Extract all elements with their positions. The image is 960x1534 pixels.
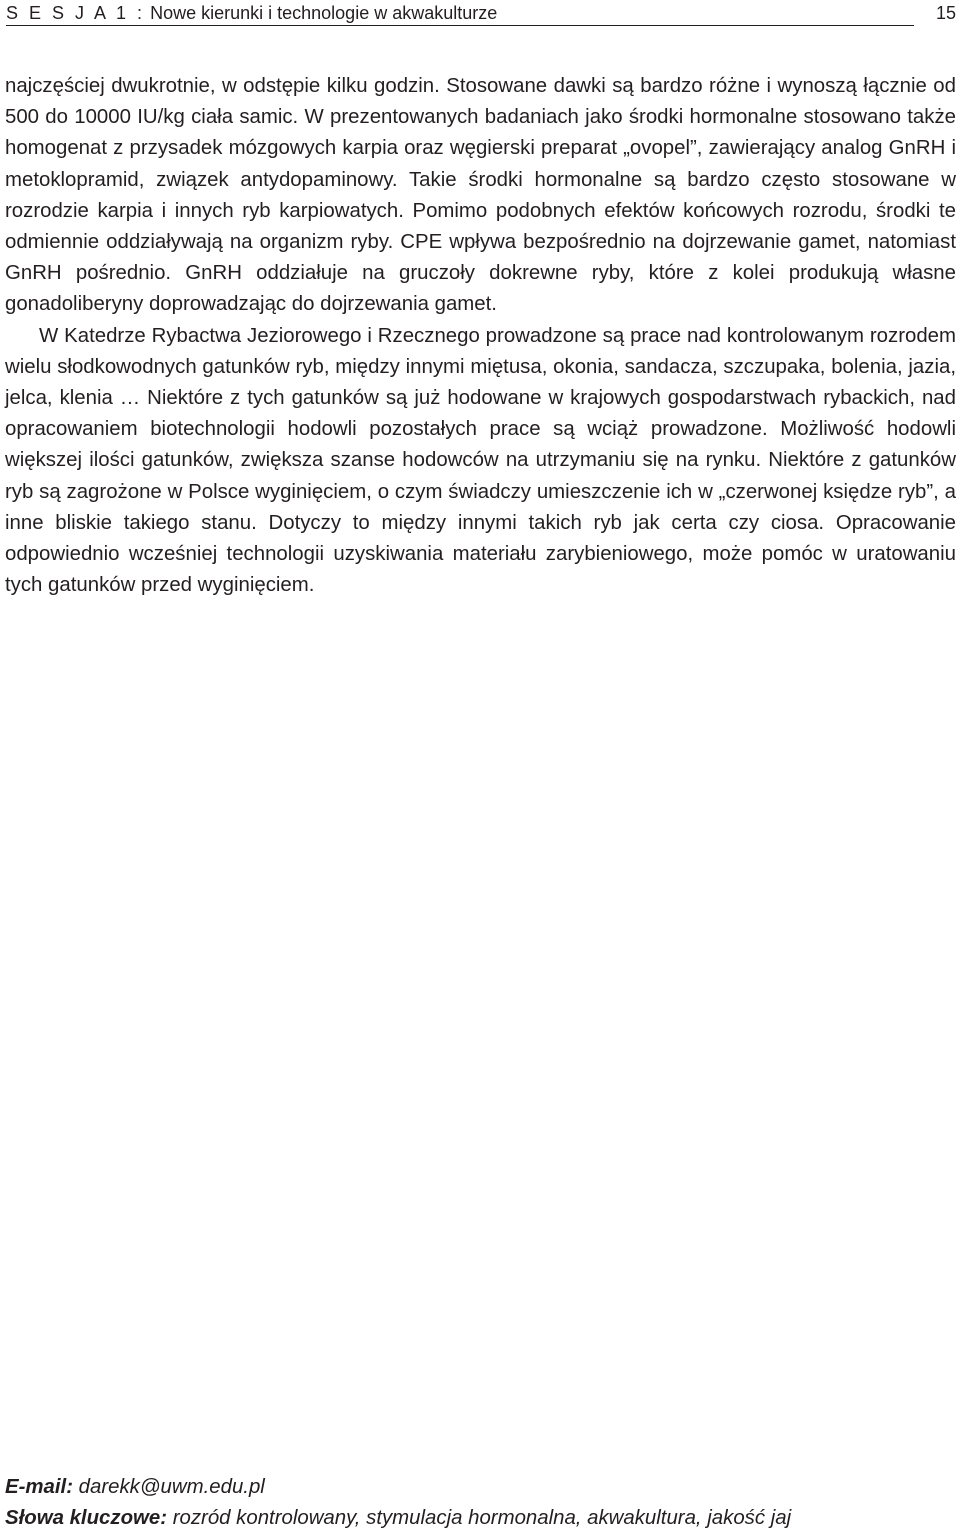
- keywords-label: Słowa kluczowe:: [5, 1507, 168, 1529]
- page-number: 15: [935, 3, 956, 23]
- session-title: Nowe kierunki i technologie w akwakulturze: [150, 3, 498, 23]
- article-footer: [5, 1472, 956, 1534]
- paragraph-1: najczęściej dwukrotnie, w odstępie kilku godzin. Stosowane dawki są bardzo różne i wynoszą łącznie od 500 do 10000 IU/kg ciała samic. W prezentowanych badaniach jako środki hormonalne stosowano także homogenat z przysadek mózgowych karpia oraz węgierski preparat „ovopel”, zawierający analog GnRH i metoklopramid, związek antydopaminowy. Takie środki hormonalne są bardzo często stosowane w rozrodzie karpia i innych ryb karpiowatych. Pomimo podobnych efektów końcowych rozrodu, środki te odmiennie oddziaływają na organizm ryby. CPE wpływa bezpośrednio na dojrzewanie gamet, natomiast GnRH pośrednio. GnRH oddziałuje na gruczoły dokrewne ryby, które z kolei produkują własne gonadoliberyny doprowadzając do dojrzewania gamet.: [5, 75, 956, 316]
- email-address[interactable]: darekk@uwm.edu.pl: [78, 1476, 265, 1498]
- article-body: [5, 71, 956, 601]
- keywords-text: rozród kontrolowany, stymulacja hormonalna, akwakultura, jakość jaj: [172, 1507, 792, 1529]
- email-label: E-mail:: [5, 1476, 73, 1498]
- running-header: [6, 3, 956, 26]
- paragraph-2: W Katedrze Rybactwa Jeziorowego i Rzecznego prowadzone są prace nad kontrolowanym rozrodem wielu słodkowodnych gatunków ryb, między innymi miętusa, okonia, sandacza, szczupaka, bolenia, jazia, jelca, klenia … Niektóre z tych gatunków są już hodowane w krajowych gospodarstwach rybackich, nad opracowaniem biotechnologii hodowli pozostałych prace są wciąż prowadzone. Możliwość hodowli większej ilości gatunków, zwiększa szanse hodowców na utrzymaniu się na rynku. Niektóre z gatunków ryb są zagrożone w Polsce wyginięciem, o czym świadczy umieszczenie ich w „czerwonej księdze ryb”, a inne bliskie takiego stanu. Dotyczy to między innymi takich ryb jak certa czy ciosa. Opracowanie odpowiednio wcześniej technologii uzyskiwania materiału zarybieniowego, może pomóc w uratowaniu tych gatunków przed wyginięciem.: [5, 324, 956, 597]
- keywords-line: [5, 1503, 956, 1534]
- email-line: [5, 1472, 956, 1503]
- session-label: S E S J A 1 :: [6, 3, 146, 23]
